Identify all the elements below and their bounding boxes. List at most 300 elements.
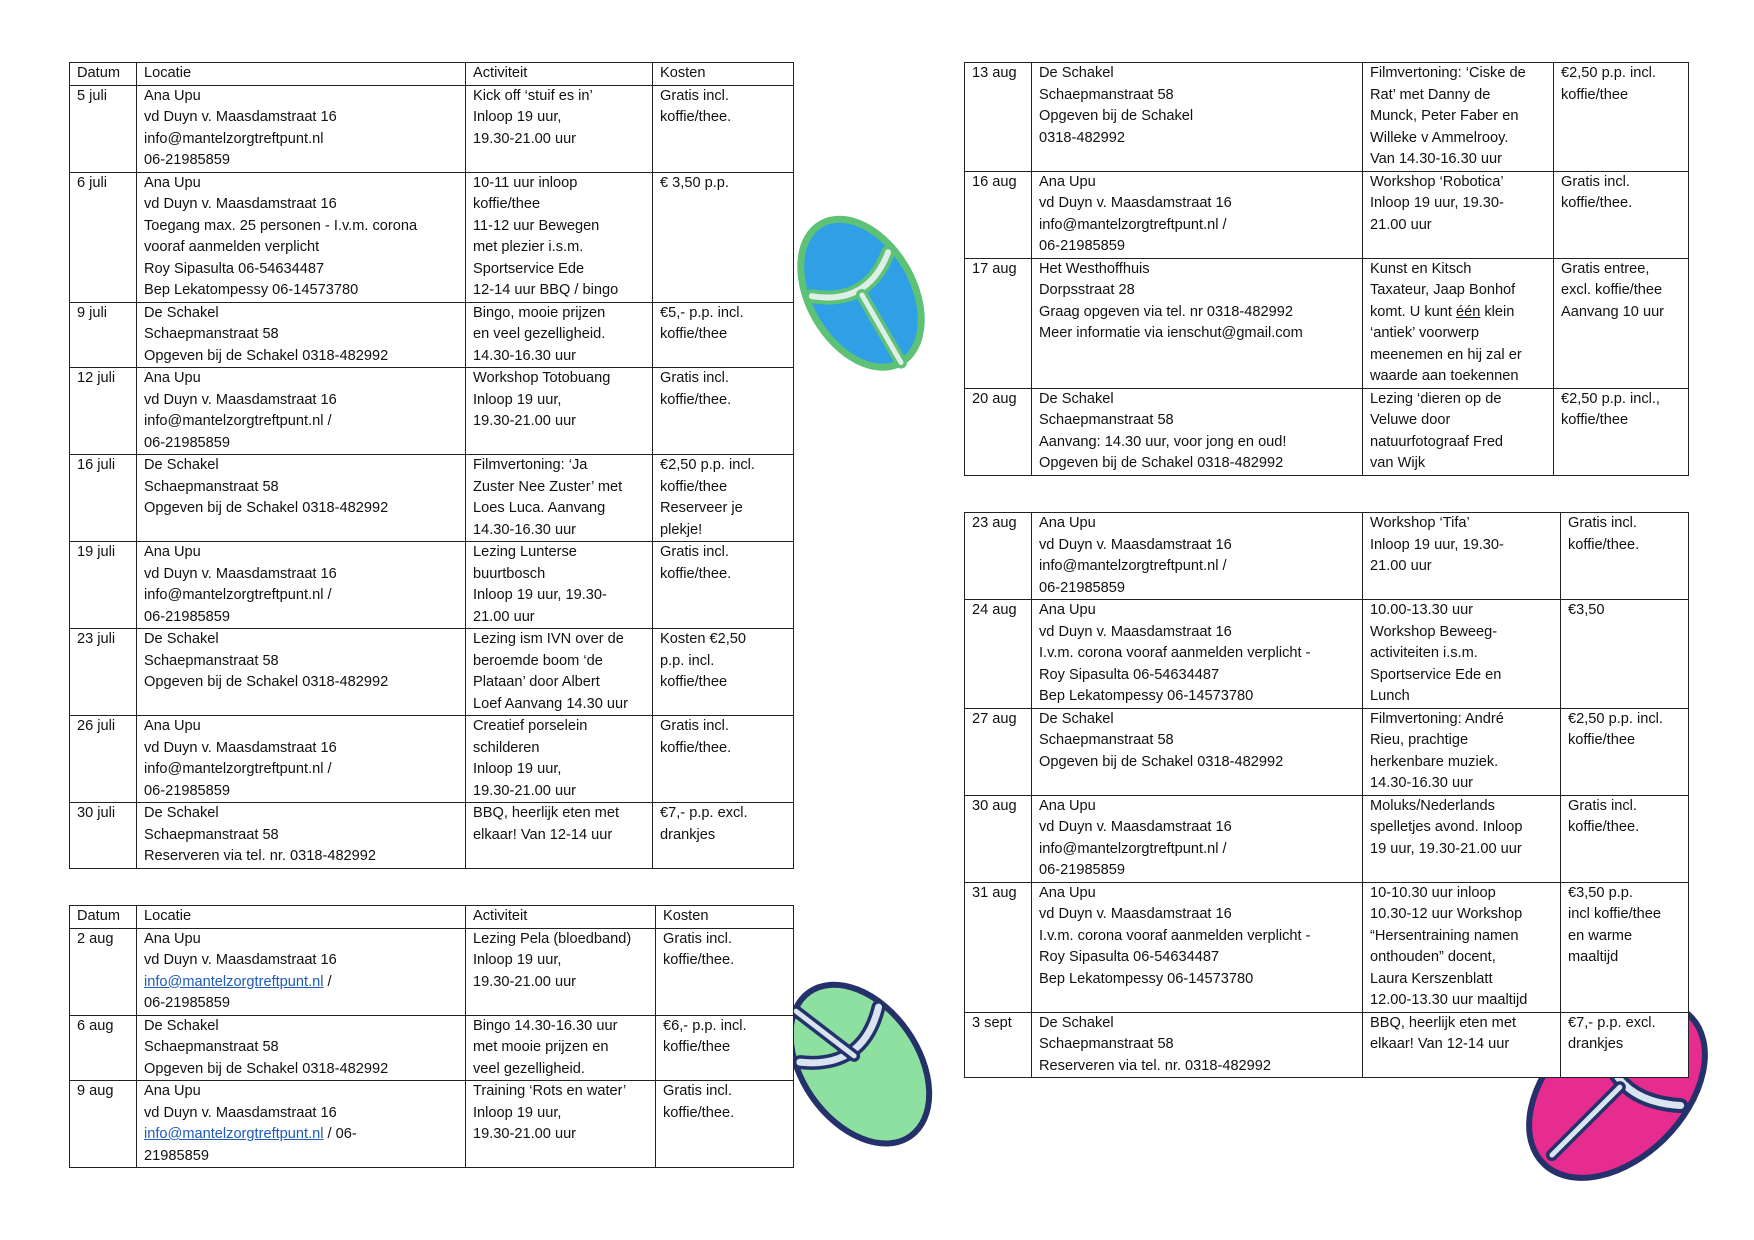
cell-text-line: 31 aug: [972, 884, 1017, 901]
cell-text-line: Rat’ met Danny de: [1370, 86, 1491, 103]
cell-text-line: 16 juli: [77, 457, 116, 473]
location-cell: [1032, 63, 1363, 172]
activity-cell: [1363, 258, 1554, 388]
cell-text-line: vd Duyn v. Maasdamstraat 16: [1039, 536, 1232, 553]
email-link[interactable]: info@mantelzorgtreftpunt.nl: [144, 973, 324, 990]
table-row: [965, 388, 1689, 475]
location-cell: [1032, 513, 1363, 600]
cell-text-line: 06-21985859: [144, 152, 231, 168]
schedule-table-august-early: [69, 905, 794, 1168]
cell-text-line: 30 juli: [77, 805, 116, 821]
cell-text-line: Ana Upu: [144, 87, 201, 104]
cell-text-line: 14.30-16.30 uur: [1370, 775, 1474, 791]
cell-text-line: koffie/thee.: [1568, 819, 1640, 835]
location-cell: [137, 1081, 466, 1168]
cell-text-line: 19.30-21.00 uur: [473, 973, 577, 990]
table-row: [70, 302, 794, 368]
cost-cell: [653, 629, 794, 716]
cell-text-line: Activiteit: [473, 908, 528, 924]
cell-text-line: 21.00 uur: [473, 608, 535, 625]
date-cell: [70, 85, 137, 172]
activity-cell: [1363, 1012, 1561, 1078]
cost-cell: [653, 716, 794, 803]
cell-text-line: Inloop 19 uur, 19.30-: [1370, 195, 1504, 211]
table-row: [70, 172, 794, 302]
table-row: [70, 1015, 794, 1081]
cell-text-line: Kosten €2,50: [660, 631, 747, 647]
location-cell: [1032, 882, 1363, 1012]
cost-cell: [656, 1081, 794, 1168]
table-row: [965, 882, 1689, 1012]
cell-text-line: Bep Lekatompessy 06-14573780: [144, 282, 359, 298]
table-row: [70, 803, 794, 869]
cell-text-line: Activiteit: [473, 65, 528, 81]
activity-cell: [466, 455, 653, 542]
cell-text-line: Ana Upu: [144, 930, 201, 947]
cell-text-line: Creatief porselein: [473, 718, 588, 734]
cost-cell: [1561, 882, 1689, 1012]
cell-text-line: koffie/thee.: [663, 1104, 735, 1121]
cell-text-line: koffie/thee.: [660, 109, 732, 125]
date-cell: [965, 388, 1032, 475]
cell-text-line: Reserveren via tel. nr. 0318-482992: [1039, 1057, 1272, 1074]
cell-text-line: Lezing ism IVN over de: [473, 631, 624, 647]
cell-text-line: Inloop 19 uur, 19.30-: [1370, 536, 1504, 553]
cell-text-line: vd Duyn v. Maasdamstraat 16: [144, 109, 337, 125]
cell-text-line: info@mantelzorgtreftpunt.nl: [144, 130, 324, 147]
activity-cell: [1363, 63, 1554, 172]
location-cell: [137, 542, 466, 629]
cell-text-line: Kosten: [660, 65, 706, 81]
cell-text-line: Gratis incl.: [1561, 173, 1630, 190]
cell-text-line: Moluks/Nederlands: [1370, 797, 1495, 814]
cell-text-line: Gratis incl.: [660, 370, 729, 386]
cell-text-line: elkaar! Van 12-14 uur: [473, 826, 613, 843]
activity-cell: [466, 302, 653, 368]
cell-text-line: Schaepmanstraat 58: [1039, 412, 1174, 428]
cell-text-line: Gratis incl.: [660, 87, 729, 104]
cell-text-line: Locatie: [144, 65, 192, 81]
header-locatie: [137, 63, 466, 86]
cell-text-line: De Schakel: [144, 304, 219, 321]
cost-cell: [653, 85, 794, 172]
cost-cell: [653, 455, 794, 542]
cell-text-line: 0318-482992: [1039, 129, 1126, 146]
cell-text-line: Inloop 19 uur, 19.30-: [473, 587, 607, 603]
cell-text-line: vooraf aanmelden verplicht: [144, 239, 320, 255]
cell-text-line: Willeke v Ammelrooy.: [1370, 129, 1509, 146]
table-row: [70, 542, 794, 629]
cell-text-line: Workshop ‘Tifa’: [1370, 515, 1470, 531]
cell-text-line: Gratis incl.: [1568, 515, 1637, 531]
cell-text-line: 26 juli: [77, 718, 116, 734]
cell-text-line: €2,50 p.p. incl.,: [1561, 390, 1660, 407]
cell-text-line: vd Duyn v. Maasdamstraat 16: [144, 196, 337, 212]
cost-cell: [1561, 600, 1689, 709]
cell-text-line: 23 juli: [77, 631, 116, 647]
cell-text-line: Opgeven bij de Schakel 0318-482992: [144, 674, 389, 690]
cell-text-line: Ana Upu: [1039, 797, 1096, 814]
cell-text-line: 06-21985859: [1039, 862, 1126, 878]
table-row: [965, 1012, 1689, 1078]
schedule-table-august-late: [964, 512, 1689, 1078]
date-cell: [965, 1012, 1032, 1078]
cost-cell: [1554, 388, 1689, 475]
cell-text-line: Schaepmanstraat 58: [1039, 86, 1174, 103]
cell-text-line: Bep Lekatompessy 06-14573780: [1039, 688, 1254, 704]
cell-text-line: 6 juli: [77, 174, 108, 191]
cell-text-line: Opgeven bij de Schakel 0318-482992: [1039, 455, 1284, 471]
cell-text-line: €2,50 p.p. incl.: [1568, 710, 1663, 727]
cost-cell: [1554, 258, 1689, 388]
cell-text-line: waarde aan toekennen: [1370, 368, 1519, 384]
location-cell: [1032, 600, 1363, 709]
cell-text-line: veel gezelligheid.: [473, 1060, 585, 1077]
cell-text-line: €3,50 p.p.: [1568, 884, 1633, 901]
cell-text-line: €7,- p.p. excl.: [1568, 1014, 1656, 1031]
cell-text-line: Schaepmanstraat 58: [1039, 732, 1174, 748]
date-cell: [965, 708, 1032, 795]
activity-cell: [1363, 513, 1561, 600]
date-cell: [965, 171, 1032, 258]
cell-text-line: vd Duyn v. Maasdamstraat 16: [1039, 819, 1232, 835]
activity-cell: [466, 542, 653, 629]
cell-text-line: koffie/thee: [1568, 732, 1636, 748]
header-locatie: [137, 906, 466, 929]
cell-text-line: Kunst en Kitsch: [1370, 260, 1472, 277]
cell-text-line: koffie/thee: [1561, 412, 1629, 428]
cell-text-line: spelletjes avond. Inloop: [1370, 819, 1523, 835]
cell-text-line: De Schakel: [144, 631, 219, 647]
activity-cell: [466, 1081, 656, 1168]
header-activiteit: [466, 63, 653, 86]
cell-text-line: Ana Upu: [1039, 602, 1096, 618]
cell-text-line: Loes Luca. Aanvang: [473, 500, 606, 516]
cell-text-line: komt. U kunt één klein: [1370, 303, 1515, 320]
location-cell: [137, 928, 466, 1015]
cell-text-line: info@mantelzorgtreftpunt.nl /: [144, 973, 332, 990]
cell-text-line: Loef Aanvang 14.30 uur: [473, 695, 628, 712]
cell-text-line: Datum: [77, 908, 120, 924]
cell-text-line: koffie/thee: [663, 1039, 731, 1055]
cell-text-line: koffie/thee: [660, 478, 728, 495]
cell-text-line: Laura Kerszenblatt: [1370, 970, 1493, 987]
cell-text-line: 9 juli: [77, 304, 108, 321]
cell-text-line: Ana Upu: [144, 718, 201, 734]
table-row: [70, 455, 794, 542]
activity-cell: [466, 629, 653, 716]
cost-cell: [1561, 1012, 1689, 1078]
location-cell: [1032, 258, 1363, 388]
cell-text-line: excl. koffie/thee: [1561, 282, 1663, 298]
cost-cell: [1554, 63, 1689, 172]
cell-text-line: 19 juli: [77, 544, 116, 560]
cell-text-line: info@mantelzorgtreftpunt.nl /: [1039, 840, 1227, 857]
cell-text-line: 24 aug: [972, 602, 1017, 618]
location-cell: [137, 716, 466, 803]
cell-text-line: Lunch: [1370, 688, 1410, 704]
cell-text-line: Veluwe door: [1370, 412, 1451, 428]
cell-text-line: Workshop ‘Robotica’: [1370, 173, 1504, 190]
activity-cell: [466, 172, 653, 302]
cell-text-line: 19 uur, 19.30-21.00 uur: [1370, 840, 1522, 857]
location-cell: [137, 455, 466, 542]
location-cell: [137, 368, 466, 455]
schedule-table-august-mid: [964, 62, 1689, 476]
cell-text-line: Ana Upu: [144, 370, 201, 386]
cell-text-line: Schaepmanstraat 58: [144, 478, 279, 495]
cell-text-line: koffie/thee.: [660, 739, 732, 756]
cell-text-line: met mooie prijzen en: [473, 1039, 609, 1055]
activity-cell: [1363, 388, 1554, 475]
cell-text-line: Reserveren via tel. nr. 0318-482992: [144, 848, 377, 864]
cell-text-line: 12 juli: [77, 370, 116, 386]
table-row: [965, 600, 1689, 709]
cell-text-line: 9 aug: [77, 1083, 114, 1099]
activity-cell: [1363, 708, 1561, 795]
cell-text-line: Sportservice Ede en: [1370, 666, 1502, 683]
cell-text-line: De Schakel: [144, 457, 219, 473]
cell-text-line: Locatie: [144, 908, 192, 924]
cell-text-line: 10.00-13.30 uur: [1370, 602, 1474, 618]
cell-text-line: vd Duyn v. Maasdamstraat 16: [144, 391, 337, 408]
flip-flop-green-icon: [775, 955, 940, 1165]
cell-text-line: p.p. incl.: [660, 652, 715, 669]
cell-text-line: Filmvertoning: André: [1370, 710, 1504, 727]
cell-text-line: 19.30-21.00 uur: [473, 1126, 577, 1142]
cell-text-line: BBQ, heerlijk eten met: [1370, 1014, 1517, 1031]
location-cell: [137, 85, 466, 172]
cell-text-line: Lezing Pela (bloedband): [473, 930, 632, 947]
cell-text-line: incl koffie/thee: [1568, 906, 1662, 922]
cell-text-line: €3,50: [1568, 602, 1605, 618]
location-cell: [137, 803, 466, 869]
cell-text-line: onthouden” docent,: [1370, 949, 1496, 965]
date-cell: [70, 172, 137, 302]
cell-text-line: Filmvertoning: ‘Ciske de: [1370, 65, 1526, 81]
table-row: [70, 368, 794, 455]
cell-text-line: De Schakel: [1039, 1014, 1114, 1031]
cost-cell: [653, 368, 794, 455]
cost-cell: [653, 172, 794, 302]
cost-cell: [1561, 708, 1689, 795]
cell-text-line: I.v.m. corona vooraf aanmelden verplicht -: [1039, 645, 1311, 661]
cell-text-line: 17 aug: [972, 260, 1017, 277]
table-header-row: [70, 906, 794, 929]
cell-text-line: Aanvang 10 uur: [1561, 303, 1665, 320]
header-datum: [70, 906, 137, 929]
cell-text-line: activiteiten i.s.m.: [1370, 645, 1478, 661]
cell-text-line: elkaar! Van 12-14 uur: [1370, 1036, 1510, 1052]
date-cell: [70, 302, 137, 368]
cell-text-line: drankjes: [660, 826, 716, 843]
activity-cell: [1363, 600, 1561, 709]
cell-text-line: Bep Lekatompessy 06-14573780: [1039, 970, 1254, 987]
cell-text-line: 30 aug: [972, 797, 1017, 814]
cell-text-line: koffie/thee: [473, 196, 541, 212]
cell-text-line: Reserveer je: [660, 500, 743, 516]
cell-text-line: info@mantelzorgtreftpunt.nl /: [144, 587, 332, 603]
location-cell: [1032, 388, 1363, 475]
table-row: [965, 795, 1689, 882]
activity-cell: [466, 716, 653, 803]
cell-text-line: De Schakel: [1039, 390, 1114, 407]
cell-text-line: 23 aug: [972, 515, 1017, 531]
date-cell: [70, 629, 137, 716]
location-cell: [1032, 171, 1363, 258]
date-cell: [70, 368, 137, 455]
cell-text-line: 11-12 uur Bewegen: [473, 217, 600, 234]
cell-text-line: De Schakel: [1039, 65, 1114, 81]
flip-flop-blue-icon: [790, 205, 935, 395]
date-cell: [70, 1081, 137, 1168]
header-kosten: [653, 63, 794, 86]
cost-cell: [653, 803, 794, 869]
cell-text-line: Plataan’ door Albert: [473, 674, 600, 690]
cell-text-line: Schaepmanstraat 58: [1039, 1036, 1174, 1052]
cell-text-line: vd Duyn v. Maasdamstraat 16: [144, 952, 337, 968]
activity-cell: [466, 928, 656, 1015]
cell-text-line: buurtbosch: [473, 565, 546, 582]
cell-text-line: Bingo, mooie prijzen: [473, 304, 606, 321]
cost-cell: [653, 542, 794, 629]
cell-text-line: Schaepmanstraat 58: [144, 826, 279, 843]
cost-cell: [653, 302, 794, 368]
table-row: [70, 1081, 794, 1168]
cell-text-line: Ana Upu: [1039, 173, 1096, 190]
table-row: [70, 716, 794, 803]
cell-text-line: 14.30-16.30 uur: [473, 521, 577, 538]
cell-text-line: meenemen en hij zal er: [1370, 346, 1522, 363]
cell-text-line: info@mantelzorgtreftpunt.nl /: [1039, 216, 1227, 233]
cell-text-line: Lezing Lunterse: [473, 544, 577, 560]
cell-text-line: vd Duyn v. Maasdamstraat 16: [144, 1104, 337, 1121]
cell-text-line: 06-21985859: [144, 434, 231, 451]
activity-cell: [1363, 171, 1554, 258]
date-cell: [965, 600, 1032, 709]
table-row: [965, 63, 1689, 172]
cell-text-line: 21985859: [144, 1147, 209, 1164]
cell-text-line: 06-21985859: [1039, 579, 1126, 596]
cell-text-line: koffie/thee: [660, 326, 728, 342]
activity-cell: [466, 368, 653, 455]
cell-text-line: en veel gezelligheid.: [473, 326, 606, 342]
date-cell: [70, 928, 137, 1015]
cell-text-line: Ana Upu: [1039, 884, 1096, 901]
cell-text-line: Datum: [77, 65, 120, 81]
cost-cell: [656, 1015, 794, 1081]
cell-text-line: Inloop 19 uur,: [473, 952, 562, 968]
cell-text-line: Schaepmanstraat 58: [144, 652, 279, 669]
cell-text-line: Roy Sipasulta 06-54634487: [1039, 666, 1220, 683]
table-row: [965, 513, 1689, 600]
cell-text-line: info@mantelzorgtreftpunt.nl /: [144, 761, 332, 777]
activity-cell: [1363, 882, 1561, 1012]
cell-text-line: 19.30-21.00 uur: [473, 413, 577, 429]
cell-text-line: maaltijd: [1568, 949, 1619, 965]
cell-text-line: van Wijk: [1370, 455, 1426, 471]
cell-text-line: Bingo 14.30-16.30 uur: [473, 1017, 618, 1034]
cell-text-line: 27 aug: [972, 710, 1017, 727]
cell-text-line: met plezier i.s.m.: [473, 239, 584, 255]
cell-text-line: Aanvang: 14.30 uur, voor jong en oud!: [1039, 433, 1287, 450]
cell-text-line: Schaepmanstraat 58: [144, 1039, 279, 1055]
activity-cell: [1363, 795, 1561, 882]
cell-text-line: Lezing ‘dieren op de: [1370, 390, 1502, 407]
cell-text-line: BBQ, heerlijk eten met: [473, 805, 620, 821]
cell-text-line: koffie/thee: [660, 674, 728, 690]
cell-text-line: plekje!: [660, 521, 703, 538]
cell-text-line: beroemde boom ‘de: [473, 652, 603, 669]
location-cell: [1032, 708, 1363, 795]
table-row: [965, 171, 1689, 258]
cell-text-line: 21.00 uur: [1370, 216, 1432, 233]
cell-text-line: Schaepmanstraat 58: [144, 326, 279, 342]
cell-text-line: Rieu, prachtige: [1370, 732, 1469, 748]
cell-text-line: 16 aug: [972, 173, 1017, 190]
cell-text-line: 06-21985859: [144, 782, 231, 799]
cell-text-line: koffie/thee.: [1568, 536, 1640, 553]
activity-cell: [466, 85, 653, 172]
cell-text-line: Gratis incl.: [660, 718, 729, 734]
cell-text-line: Ana Upu: [144, 174, 201, 191]
cell-text-line: De Schakel: [144, 805, 219, 821]
cell-text-line: Het Westhoffhuis: [1039, 260, 1150, 277]
cell-text-line: 10-10.30 uur inloop: [1370, 884, 1496, 901]
cell-text-line: 14.30-16.30 uur: [473, 347, 577, 364]
cell-text-line: €7,- p.p. excl.: [660, 805, 748, 821]
cell-text-line: Inloop 19 uur,: [473, 1104, 562, 1121]
date-cell: [965, 63, 1032, 172]
date-cell: [965, 882, 1032, 1012]
cell-text-line: info@mantelzorgtreftpunt.nl /: [144, 413, 332, 429]
cell-text-line: Opgeven bij de Schakel 0318-482992: [144, 1060, 389, 1077]
cell-text-line: Workshop Beweeg-: [1370, 623, 1498, 640]
cell-text-line: Taxateur, Jaap Bonhof: [1370, 282, 1516, 298]
table-row: [70, 928, 794, 1015]
cell-text-line: Opgeven bij de Schakel 0318-482992: [144, 347, 389, 364]
cell-text-line: Opgeven bij de Schakel: [1039, 108, 1194, 124]
cell-text-line: Opgeven bij de Schakel 0318-482992: [1039, 753, 1284, 770]
cell-text-line: €2,50 p.p. incl.: [660, 457, 755, 473]
cell-text-line: 10.30-12 uur Workshop: [1370, 906, 1523, 922]
cell-text-line: drankjes: [1568, 1036, 1624, 1052]
cell-text-line: “Hersentraining namen: [1370, 927, 1519, 944]
cell-text-line: €6,- p.p. incl.: [663, 1017, 747, 1034]
location-cell: [1032, 795, 1363, 882]
cell-text-line: Meer informatie via ienschut@gmail.com: [1039, 325, 1303, 341]
cell-text-line: Training ‘Rots en water’: [473, 1083, 627, 1099]
cell-text-line: Opgeven bij de Schakel 0318-482992: [144, 500, 389, 516]
cell-text-line: vd Duyn v. Maasdamstraat 16: [1039, 623, 1232, 640]
activity-cell: [466, 1015, 656, 1081]
cell-text-line: 10-11 uur inloop: [473, 174, 578, 191]
email-link[interactable]: info@mantelzorgtreftpunt.nl: [144, 1126, 324, 1142]
cell-text-line: Graag opgeven via tel. nr 0318-482992: [1039, 303, 1293, 320]
cell-text-line: I.v.m. corona vooraf aanmelden verplicht -: [1039, 927, 1311, 944]
cell-text-line: Gratis entree,: [1561, 260, 1650, 277]
cell-text-line: 5 juli: [77, 87, 108, 104]
cost-cell: [1561, 795, 1689, 882]
location-cell: [137, 1015, 466, 1081]
cell-text-line: Gratis incl.: [663, 930, 732, 947]
cell-text-line: 06-21985859: [144, 608, 231, 625]
cell-text-line: info@mantelzorgtreftpunt.nl /: [1039, 558, 1227, 574]
cell-text-line: info@mantelzorgtreftpunt.nl / 06-: [144, 1126, 357, 1142]
location-cell: [137, 172, 466, 302]
cell-text-line: Munck, Peter Faber en: [1370, 108, 1519, 124]
cell-text-line: Inloop 19 uur,: [473, 109, 562, 125]
